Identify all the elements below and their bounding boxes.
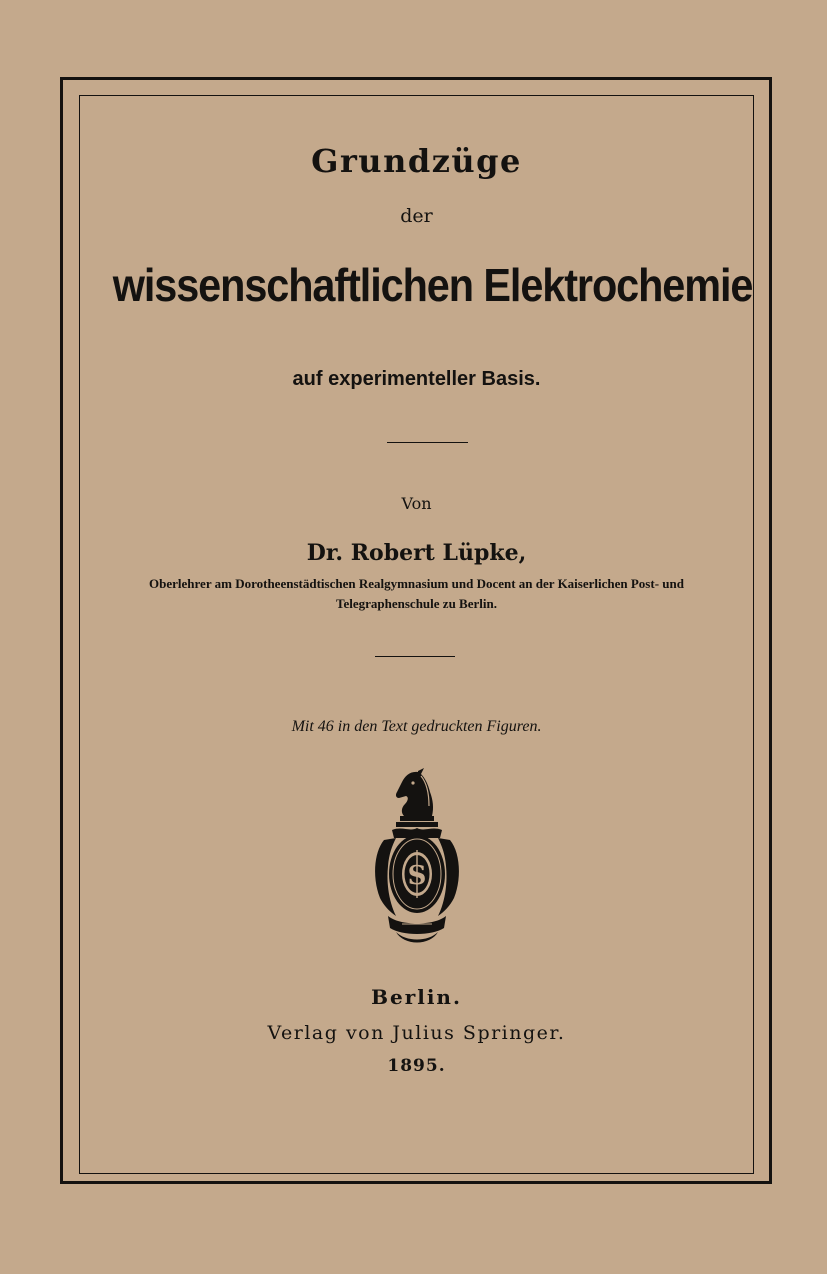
title-line-1: Grundzüge (311, 142, 522, 180)
book-subtitle: auf experimenteller Basis. (292, 368, 541, 390)
springer-knight-emblem-icon (366, 766, 468, 946)
figures-note: Mit 46 in den Text gedruckten Figuren. (291, 718, 542, 735)
publisher-line: Verlag von Julius Springer. (267, 1022, 566, 1044)
divider-rule (375, 656, 455, 657)
emblem-monogram: S (407, 861, 427, 891)
author-affiliation-line-2: Telegraphenschule zu Berlin. (336, 596, 497, 611)
title-line-2: der (400, 205, 433, 227)
author-name: Dr. Robert Lüpke, (306, 540, 527, 566)
by-line: Von (401, 494, 432, 513)
inner-border-frame (79, 95, 754, 1174)
publication-place: Berlin. (371, 985, 462, 1009)
divider-rule (387, 442, 468, 443)
author-affiliation-line-1: Oberlehrer am Dorotheenstädtischen Realgymnasium und Docent an der Kaiserlichen Post- und (149, 576, 684, 591)
publication-year: 1895. (387, 1056, 446, 1076)
book-title: wissenschaftlichen Elektrochemie (112, 259, 753, 311)
